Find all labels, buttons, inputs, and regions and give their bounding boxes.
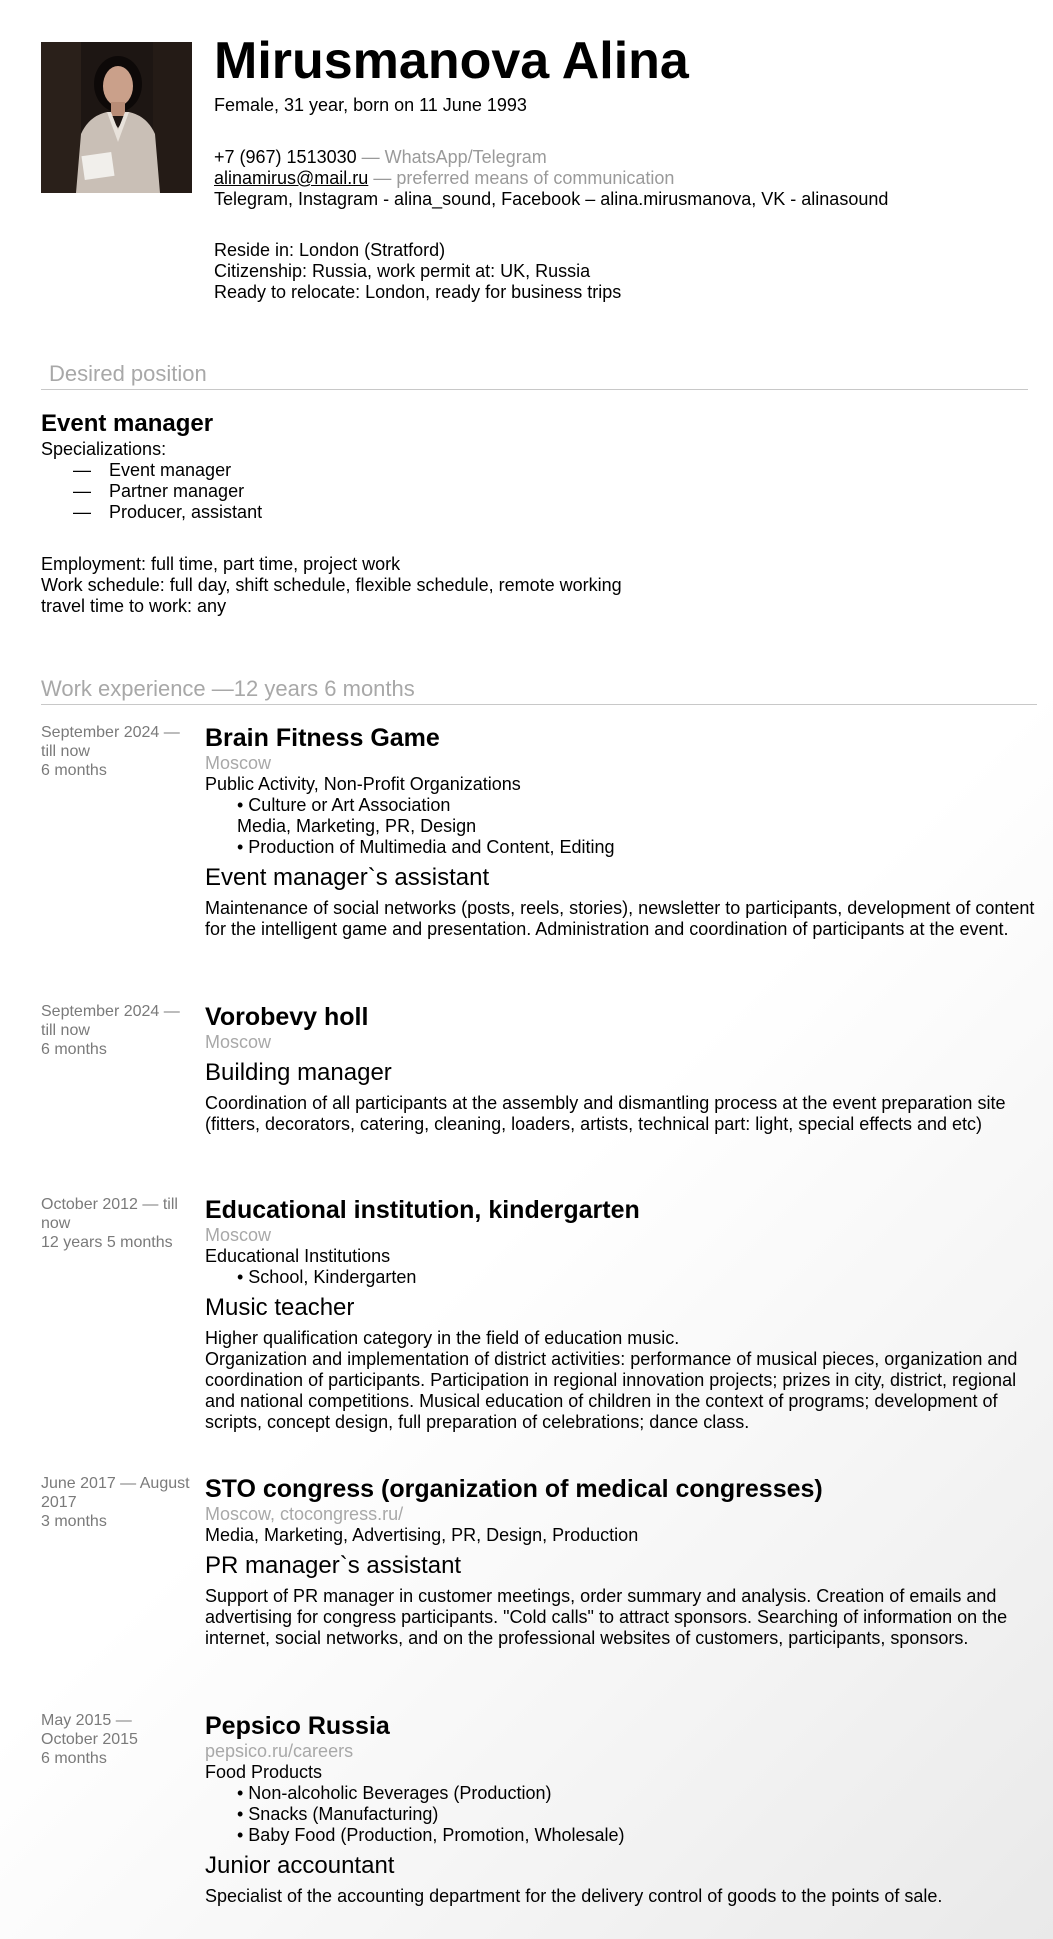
specialization-item: — Partner manager [73,481,245,501]
socials-line: Telegram, Instagram - alina_sound, Facebook – alina.mirusmanova, VK - alinasound [214,189,889,209]
specialization-item: — Producer, assistant [73,502,263,522]
desired-position-heading: Desired position [49,361,207,386]
industry-line: • School, Kindergarten [237,1267,417,1287]
job-duration: 12 years 5 months [41,1234,173,1251]
job-description: Specialist of the accounting department for the delivery control of goods to the points of sale. [205,1886,943,1906]
position-title: Event manager [41,410,214,437]
email-note: — preferred means of communication [368,168,675,188]
job-details [205,1002,1037,1135]
job-duration: 6 months [41,1041,107,1058]
contact-block [214,147,888,210]
location-block [214,240,621,303]
company-city: Moscow [205,1032,272,1052]
job-role: Junior accountant [205,1852,395,1879]
citizenship-line: Citizenship: Russia, work permit at: UK, Russia [214,261,591,281]
job-description: Coordination of all participants at the assembly and dismantling process at the event preparation site (fitters, decorators, catering, cleaning, loaders, artists, technical part: light, special effects and etc) [205,1093,1006,1134]
profile-photo-image [41,42,192,193]
company-name: Vorobevy holl [205,1003,369,1031]
job-dates: October 2012 — till now 12 years 5 months [41,1195,191,1252]
dash-marker: — [73,502,91,522]
reside-line: Reside in: London (Stratford) [214,240,446,260]
phone-line [214,147,888,168]
job-description: Support of PR manager in customer meetings, order summary and analysis. Creation of emails and advertising for congress participants. "Cold calls" to attract sponsors. Searching of information on the internet, social networks, and on the professional websites of customers, participants, sponsors. [205,1586,1008,1648]
company-city: Moscow [205,753,272,773]
phone-note: — WhatsApp/Telegram [356,147,547,167]
employment-line: Employment: full time, part time, project work [41,554,401,574]
travel-line: travel time to work: any [41,596,227,616]
specializations-label: Specializations: [41,439,167,459]
job-dates: May 2015 — October 2015 6 months [41,1711,191,1768]
relocate-line: Ready to relocate: London, ready for business trips [214,282,622,302]
industry-line: Food Products [205,1762,323,1782]
job-description: Maintenance of social networks (posts, reels, stories), newsletter to participants, development of content for the intelligent game and presentation. Administration and coordination of participants at the event. [205,898,1035,939]
industry-line: • Baby Food (Production, Promotion, Wholesale) [237,1825,625,1845]
industry-line: Educational Institutions [205,1246,391,1266]
job-dates: September 2024 — till now 6 months [41,723,191,780]
job-dates: September 2024 — till now 6 months [41,1002,191,1059]
company-city: Moscow [205,1225,272,1245]
job-dates: June 2017 — August 2017 3 months [41,1475,190,1530]
company-name: STO congress (organization of medical congresses) [205,1475,823,1503]
job-role: Music teacher [205,1294,355,1321]
phone-number[interactable]: +7 (967) 1513030 [214,147,357,167]
industry-line: Media, Marketing, Advertising, PR, Design, Production [205,1525,639,1545]
job-details [205,1711,1037,1907]
industry-line: Public Activity, Non-Profit Organizations [205,774,521,794]
company-name: Brain Fitness Game [205,724,440,752]
company-city[interactable]: Moscow, ctocongress.ru/ [205,1504,404,1524]
candidate-name: Mirusmanova Alina [214,32,689,90]
company-name: Educational institution, kindergarten [205,1196,640,1224]
experience-divider [41,704,1037,705]
job-duration: 6 months [41,1750,107,1767]
industry-line: • Snacks (Manufacturing) [237,1804,439,1824]
company-website[interactable]: pepsico.ru/careers [205,1741,354,1761]
job-role: PR manager`s assistant [205,1552,462,1579]
industry-line: Media, Marketing, PR, Design [237,816,477,836]
personal-info: Female, 31 year, born on 11 June 1993 [214,95,527,115]
specialization-item: — Event manager [73,460,232,480]
job-duration: 6 months [41,762,107,779]
job-role: Building manager [205,1059,392,1086]
job-role: Event manager`s assistant [205,864,490,891]
schedule-line: Work schedule: full day, shift schedule, flexible schedule, remote working [41,575,622,595]
email-link[interactable]: alinamirus@mail.ru [214,168,369,188]
email-line [214,168,888,189]
industry-line: • Non-alcoholic Beverages (Production) [237,1783,552,1803]
job-details [205,1474,1037,1649]
profile-photo [41,42,192,193]
job-duration: 3 months [41,1513,107,1530]
company-name: Pepsico Russia [205,1712,390,1740]
job-details [205,1195,1037,1433]
work-experience-heading: Work experience —12 years 6 months [41,676,415,701]
industry-line: • Culture or Art Association [237,795,451,815]
desired-divider [41,389,1028,390]
industry-line: • Production of Multimedia and Content, Editing [237,837,615,857]
job-description: Higher qualification category in the field of education music. Organization and implementation of district activities: performance of musical pieces, organization and coordination of participants. Participation in regional innovation projects; prizes in city, district, regional and national competitions. Musical education of children in the context of programs; development of scripts, concept design, full preparation of celebrations; dance class. [205,1328,1018,1432]
dash-marker: — [73,481,91,501]
job-details [205,723,1037,940]
dash-marker: — [73,460,91,480]
